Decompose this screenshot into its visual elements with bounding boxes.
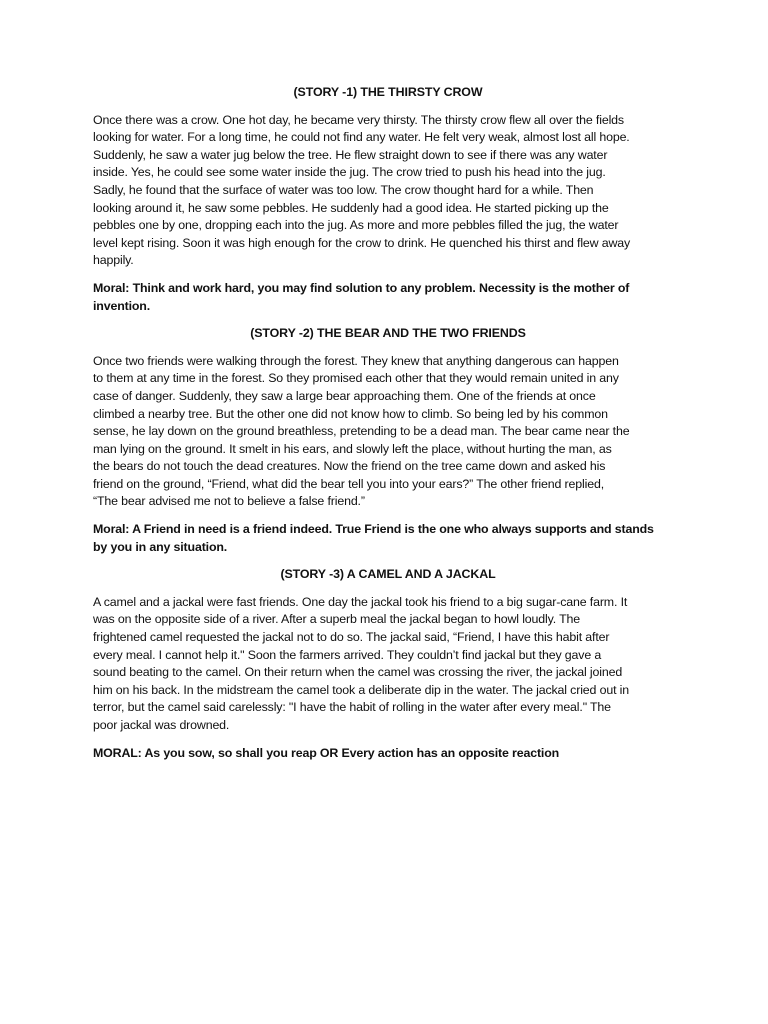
story-1-body: Once there was a crow. One hot day, he became very thirsty. The thirsty crow flew all over the fields looking for water. For a long time, he could not find any water. He felt very weak, almost lost all hope. Suddenly, he saw a water jug below the tree. He flew straight down to see if there was any water inside. Yes, he could see some water inside the jug. The crow tried to push his head into the jug. Sadly, he found that the surface of water was too low. The crow thought hard for a while. Then looking around it, he saw some pebbles. He suddenly had a good idea. He started picking up the pebbles one by one, dropping each into the jug. As more and more pebbles filled the jug, the water level kept rising. Soon it was high enough for the crow to drink. He quenched his thirst and flew away happily. [93,112,631,268]
story-2-body: Once two friends were walking through the forest. They knew that anything dangerous can happen to them at any time in the forest. So they promised each other that they would remain united in any case of danger. Suddenly, they saw a large bear approaching them. One of the friends at once climbed a nearby tree. But the other one did not know how to climb. So being led by his common sense, he lay down on the ground breathless, pretending to be a dead man. The bear came near the man lying on the ground. It smelt in his ears, and slowly left the place, without hurting the man, as the bears do not touch the dead creatures. Now the friend on the tree came down and asked his friend on the ground, “Friend, what did the bear tell you into your ears?” The other friend replied, “The bear advised me not to believe a false friend.” [93,353,630,509]
story-1-title: (STORY -1) THE THIRSTY CROW [293,85,483,99]
story-1-moral: Moral: Think and work hard, you may find solution to any problem. Necessity is the mother of invention. [93,280,630,313]
story-3-title: (STORY -3) A CAMEL AND A JACKAL [280,567,496,582]
story-3-body: A camel and a jackal were fast friends. One day the jackal took his friend to a big sugar-cane farm. It was on the opposite side of a river. After a superb meal the jackal began to howl loudly. The frightened camel requested the jackal not to do so. The jackal said, “Friend, I have this habit after every meal. I cannot help it." Soon the farmers arrived. They couldn’t find jackal but they gave a sound beating to the camel. On their return when the camel was crossing the river, the jackal joined him on his back. In the midstream the camel took a deliberate dip in the water. The jackal cried out in terror, but the camel said carelessly: "I have the habit of rolling in the water after every meal." The poor jackal was drowned. [93,594,629,732]
story-3-moral: MORAL: As you sow, so shall you reap OR Every action has an opposite reaction [93,745,560,760]
document-page [93,84,683,762]
story-2-title: (STORY -2) THE BEAR AND THE TWO FRIENDS [250,326,526,341]
story-2-moral: Moral: A Friend in need is a friend indeed. True Friend is the one who always supports and stands by you in any situation. [93,522,654,554]
